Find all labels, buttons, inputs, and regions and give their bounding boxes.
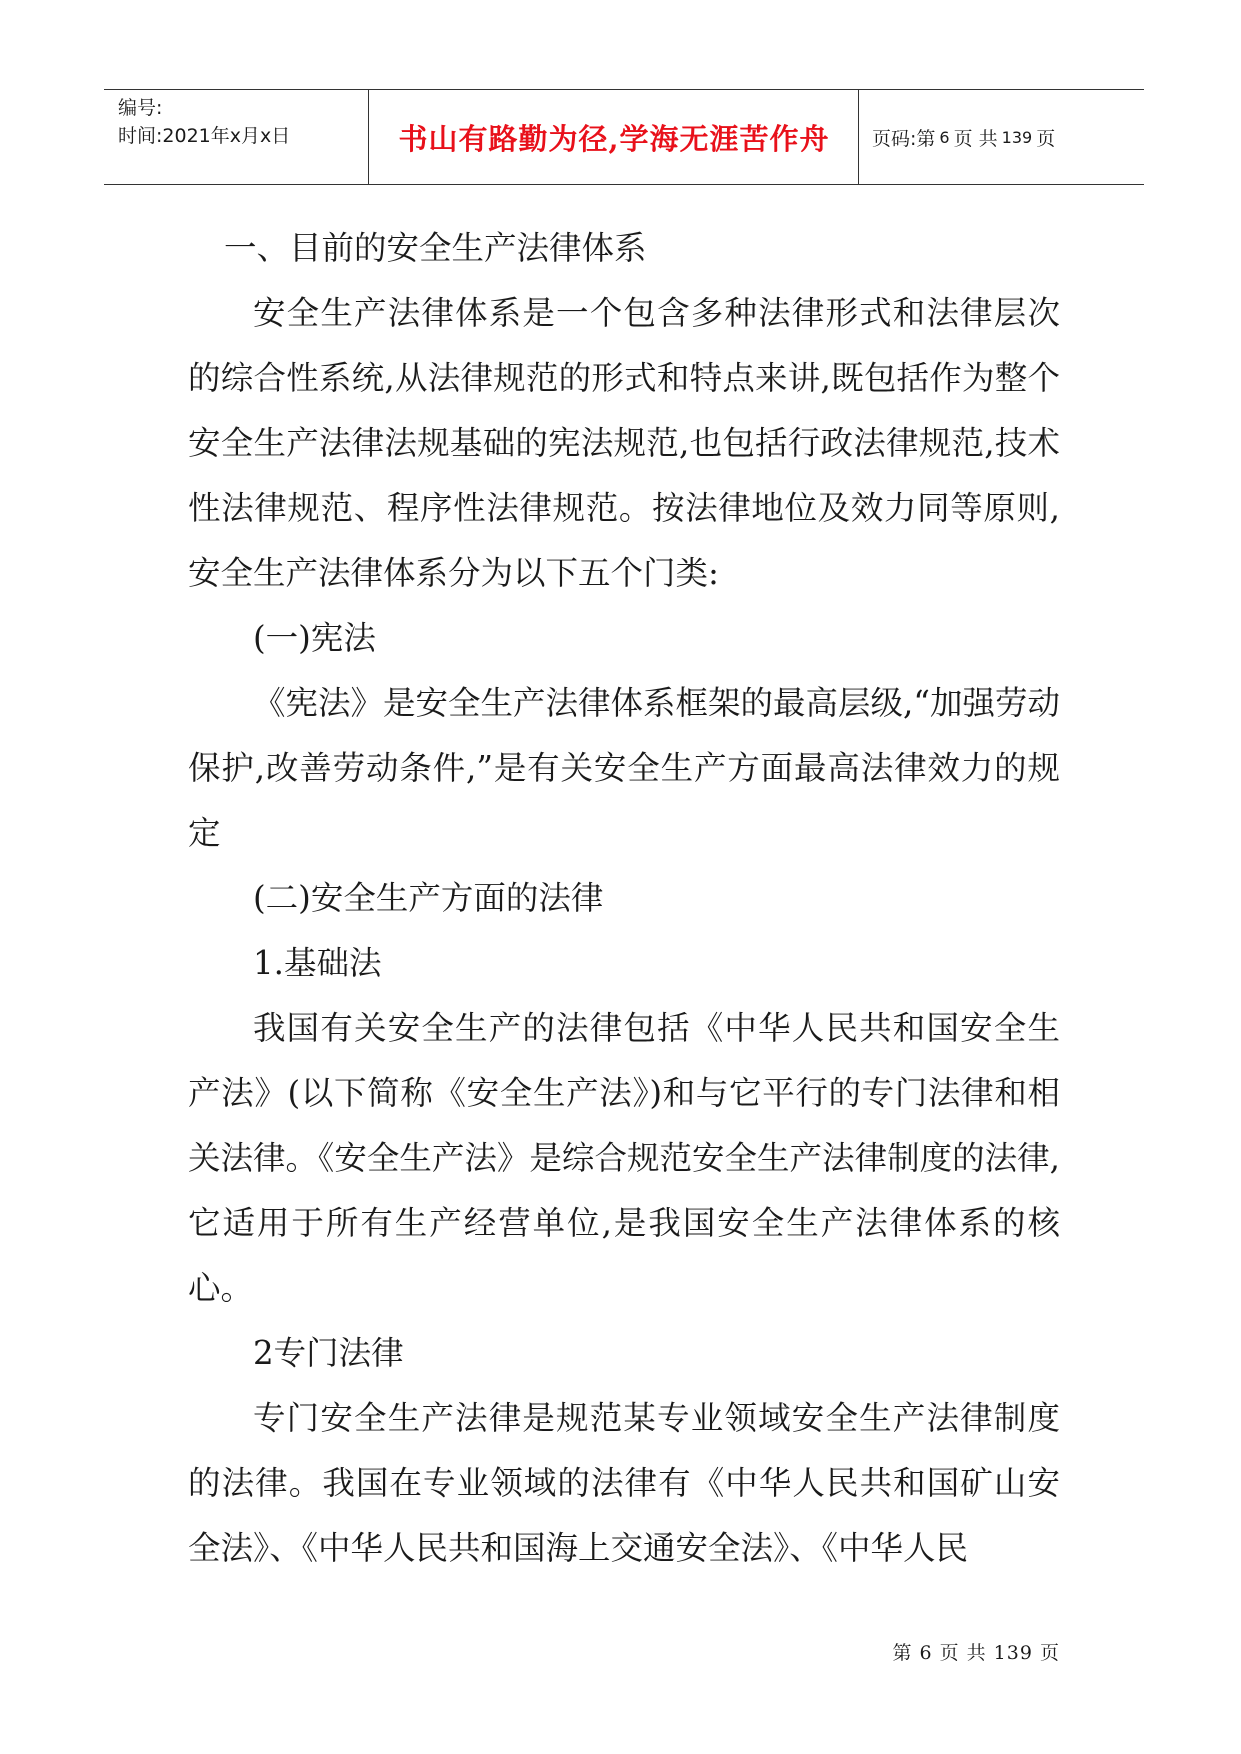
page-total: 139 [1001,127,1033,147]
page-current: 6 [939,127,950,147]
section-heading: 一、目前的安全生产法律体系 [224,229,647,267]
page-mid: 页 共 [953,127,998,150]
paragraph: 《宪法》是安全生产法律体系框架的最高层级,“加强劳动保护,改善劳动条件,”是有关安全生产方面最高法律效力的规定 [188,684,1060,852]
document-body [188,216,1060,1581]
paragraph: 专门安全生产法律是规范某专业领域安全生产法律制度的法律。我国在专业领域的法律有《中华人民共和国矿山安全法》、《中华人民共和国海上交通安全法》、《中华人民 [188,1399,1060,1567]
document-header [104,89,1144,185]
number-label: 编号: [118,97,163,119]
header-divider-left [368,90,369,184]
page-footer: 第 6 页 共 139 页 [892,1642,1060,1664]
paragraph: 我国有关安全生产的法律包括《中华人民共和国安全生产法》(以下简称《安全生产法》)和与它平行的专门法律和相关法律。《安全生产法》是综合规范安全生产法律制度的法律,它适用于所有生产经营单位,是我国安全生产法律体系的核心。 [188,1009,1060,1307]
paragraph: 安全生产法律体系是一个包含多种法律形式和法律层次的综合性系统,从法律规范的形式和特点来讲,既包括作为整个安全生产法律法规基础的宪法规范,也包括行政法律规范,技术性法律规范、程序性法律规范。按法律地位及效力同等原则,安全生产法律体系分为以下五个门类: [188,294,1060,592]
page-prefix: 页码:第 [872,127,936,150]
header-divider-right [858,90,859,184]
header-motto: 书山有路勤为径,学海无涯苦作舟 [398,121,830,156]
subheading: 2专门法律 [253,1334,404,1372]
time-label: 时间:2021年x月x日 [118,125,291,147]
header-page-info [872,90,1055,184]
subheading: 1.基础法 [253,944,382,982]
subheading: (二)安全生产方面的法律 [253,879,604,917]
page-suffix: 页 [1036,127,1056,150]
subheading: (一)宪法 [253,619,376,657]
